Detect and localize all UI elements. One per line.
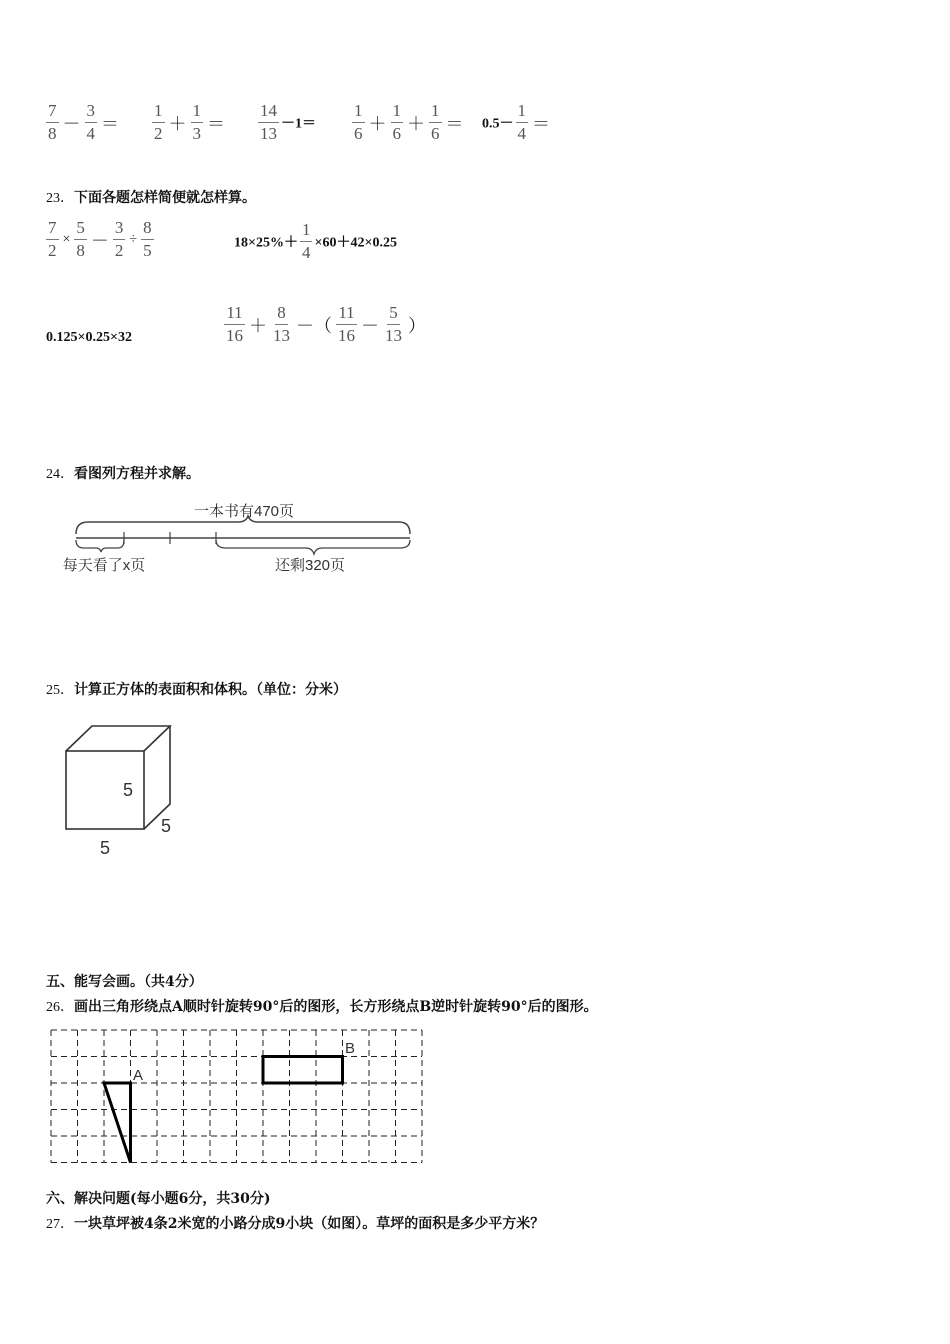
numerator: 7	[46, 100, 59, 123]
rotation-grid	[46, 1024, 430, 1170]
question-text: 一块草坪被4条2米宽的小路分成9小块（如图）。草坪的面积是多少平方米？	[74, 1216, 545, 1232]
denominator: 2	[48, 241, 57, 260]
expression-lead: 0.5－	[482, 116, 514, 132]
remaining-pages-label: 还剩320页	[274, 557, 346, 574]
numerator: 3	[113, 217, 126, 240]
question-25	[46, 679, 347, 699]
fraction	[391, 100, 404, 145]
cube-top-face	[66, 726, 170, 751]
denominator: 3	[192, 124, 201, 143]
numerator: 8	[141, 217, 154, 240]
question-number: 23．	[46, 191, 74, 206]
expr-row22-2	[150, 100, 227, 145]
question-text: 计算正方体的表面积和体积。（单位：分米）	[74, 682, 347, 698]
expression-tail: ×60＋42×0.25	[314, 235, 397, 251]
expression-lead: 18×25%＋	[234, 235, 298, 251]
question-number: 27．	[46, 1217, 74, 1232]
right-brace	[216, 540, 410, 554]
denominator: 13	[385, 326, 402, 345]
denominator: 6	[354, 124, 363, 143]
question-26	[46, 996, 598, 1016]
closing-paren: ）	[408, 315, 426, 336]
denominator: 13	[260, 124, 277, 143]
equals-sign: ＝	[445, 113, 464, 134]
numerator: 1	[300, 219, 313, 242]
numerator: 1	[391, 100, 404, 123]
numerator: 5	[387, 302, 400, 325]
fraction	[113, 217, 126, 262]
fraction	[191, 100, 204, 145]
numerator: 1	[152, 100, 165, 123]
denominator: 4	[517, 124, 526, 143]
fraction	[224, 302, 245, 347]
denominator: 2	[154, 124, 163, 143]
denominator: 4	[86, 124, 95, 143]
question-number: 25．	[46, 683, 74, 698]
numerator: 5	[74, 217, 87, 240]
fraction	[46, 100, 59, 145]
denominator: 2	[114, 241, 124, 260]
denominator: 8	[76, 241, 85, 260]
fraction	[46, 217, 59, 262]
numerator: 1	[429, 100, 442, 123]
denominator: 16	[226, 326, 243, 345]
numerator: 1	[516, 100, 529, 123]
expr-row22-1	[44, 100, 121, 145]
operator: －	[62, 113, 81, 134]
fraction	[258, 100, 279, 145]
total-pages-label: 一本书有470页	[193, 503, 295, 520]
operator: ＋	[407, 113, 425, 134]
fraction	[141, 217, 154, 262]
daily-pages-label: 每天看了x页	[62, 557, 146, 574]
fraction	[429, 100, 442, 145]
operator: ＋	[368, 113, 387, 134]
fraction	[383, 302, 404, 347]
question-23	[46, 187, 256, 207]
point-b-label: B	[345, 1040, 356, 1057]
expr-row22-4	[350, 100, 466, 145]
denominator: 13	[273, 326, 290, 345]
expr-row22-3	[256, 100, 316, 145]
numerator: 14	[258, 100, 279, 123]
numerator: 7	[46, 217, 59, 240]
denominator: 8	[48, 124, 57, 143]
fraction	[152, 100, 165, 145]
section-6-title: 六、解决问题(每小题6分，共30分)	[46, 1191, 271, 1207]
fraction	[85, 100, 98, 145]
operator: ＋	[168, 113, 187, 134]
question-number: 24．	[46, 467, 74, 482]
denominator: 6	[392, 124, 401, 143]
section-5-title: 五、能写会画。（共4分）	[46, 974, 203, 990]
cube-side-face	[144, 726, 170, 829]
grid-lines	[51, 1030, 422, 1163]
denominator: 6	[431, 124, 440, 143]
question-text: 看图列方程并求解。	[74, 466, 200, 482]
rectangle-shape	[263, 1057, 343, 1084]
operator: －（	[296, 315, 332, 336]
numerator: 8	[275, 302, 288, 325]
operator: ＋	[249, 315, 267, 336]
denominator: 16	[338, 326, 355, 345]
equals-sign: ＝	[532, 113, 550, 134]
operator: ×	[62, 231, 71, 247]
page-diagram	[44, 494, 424, 584]
fraction	[352, 100, 365, 145]
operator: －	[90, 230, 109, 251]
expr-q23-1	[44, 217, 156, 262]
equals-sign: ＝	[207, 113, 225, 134]
cube-edge-label: 5	[122, 780, 134, 800]
numerator: 11	[224, 302, 244, 325]
cube-edge-label: 5	[160, 816, 172, 836]
question-number: 26．	[46, 1000, 74, 1015]
expr-q23-2	[234, 219, 397, 264]
fraction	[74, 217, 87, 262]
question-text: 下面各题怎样简便就怎样算。	[74, 190, 256, 206]
point-a-label: A	[133, 1067, 144, 1084]
operator: －	[361, 315, 379, 336]
fraction	[300, 219, 313, 264]
expr-q23-4	[222, 302, 428, 347]
question-27	[46, 1213, 544, 1233]
expr-row22-5	[482, 100, 552, 145]
denominator: 4	[301, 243, 311, 262]
cube-figure	[50, 718, 190, 862]
numerator: 3	[85, 100, 98, 123]
question-text: 画出三角形绕点A顺时针旋转90°后的图形，长方形绕点B逆时针旋转90°后的图形。	[74, 999, 598, 1015]
cube-edge-label: 5	[99, 838, 111, 858]
fraction	[336, 302, 357, 347]
denominator: 5	[143, 241, 152, 260]
question-24	[46, 463, 200, 483]
left-brace	[76, 540, 124, 552]
fraction	[271, 302, 292, 347]
expression-tail: －1＝	[281, 116, 316, 132]
expr-q23-3: 0.125×0.25×32	[46, 330, 132, 345]
numerator: 11	[336, 302, 356, 325]
equals-sign: ＝	[101, 113, 119, 134]
triangle-shape	[104, 1083, 131, 1163]
operator: ÷	[129, 231, 138, 247]
numerator: 1	[352, 100, 365, 123]
numerator: 1	[191, 100, 204, 123]
fraction	[516, 100, 529, 145]
